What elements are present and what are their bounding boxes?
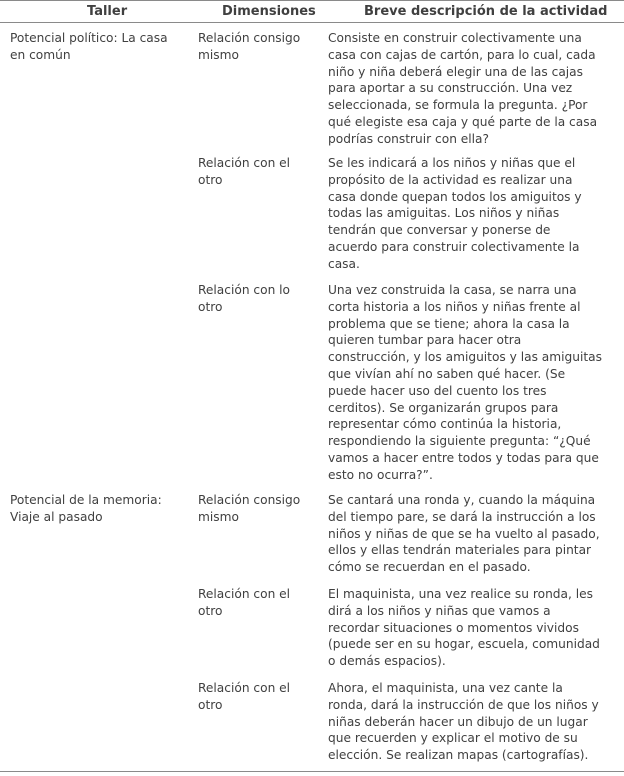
table-row-description: Una vez construida la casa, se narra una corta historia a los niños y niñas frente al problema que se tiene; ahora la casa la quieren tumbar para hacer otra construcción, y los amiguitos y las amiguitas que vivían ahí no saben qué hacer. (Se puede hacer uso del cuento los tres cerditos). Se organizarán grupos para representar cómo continúa la historia, respondiendo la siguiente pregunta: “¿Qué vamos a hacer entre todos y todas para que esto no ocurra?”.: [328, 283, 602, 482]
table-bottom-rule: [0, 771, 624, 772]
table-row-dimension: Relación con el otro: [198, 681, 291, 712]
table-row-description: Ahora, el maquinista, una vez cante la ronda, dará la instrucción de que los niños y niñas deberán hacer un dibujo de un lugar que recuerden y explicar el motivo de su elección. Se realizan mapas (cartografías).: [328, 681, 599, 763]
table-row-description: Se cantará una ronda y, cuando la máquina del tiempo pare, se dará la instrucción a los niños y niñas de que se ha vuelto al pasado, ellos y ellas tendrán materiales para pintar cómo se recuerdan en el pasado.: [328, 493, 600, 575]
table-row-description: Consiste en construir colectivamente una casa con cajas de cartón, para lo cual, cada niño y niña deberá elegir una de las cajas para aportar a su construcción. Una vez seleccionada, se formula la pregunta. ¿Por qué elegiste esa caja y qué parte de la casa podrías construir con ella?: [328, 31, 598, 146]
table-row-taller: Potencial político: La casa en común: [10, 31, 168, 62]
table-row-dimension: Relación consigo mismo: [198, 493, 301, 524]
table-row-dimension: Relación con lo otro: [198, 283, 291, 314]
table-top-rule: [0, 0, 624, 1]
table-row-taller: Potencial de la memoria: Viaje al pasado: [10, 493, 162, 524]
table-row-dimension: Relación consigo mismo: [198, 31, 301, 62]
header-taller: Taller: [87, 4, 128, 19]
header-descripcion: Breve descripción de la actividad: [364, 4, 608, 19]
header-dimensiones: Dimensiones: [222, 4, 316, 19]
table-row-dimension: Relación con el otro: [198, 156, 291, 187]
table-row-dimension: Relación con el otro: [198, 587, 291, 618]
header-rule: [0, 22, 624, 23]
table-row-description: Se les indicará a los niños y niñas que el propósito de la actividad es realizar una casa donde quepan todos los amiguitos y todas las amiguitas. Los niños y niñas tendrán que conversar y ponerse de acuerdo para construir colectivamente la casa.: [328, 156, 582, 271]
table-row-description: El maquinista, una vez realice su ronda, les dirá a los niños y niñas que vamos a recordar situaciones o momentos vividos (puede ser en su hogar, escuela, comunidad o demás espacios).: [328, 587, 600, 669]
